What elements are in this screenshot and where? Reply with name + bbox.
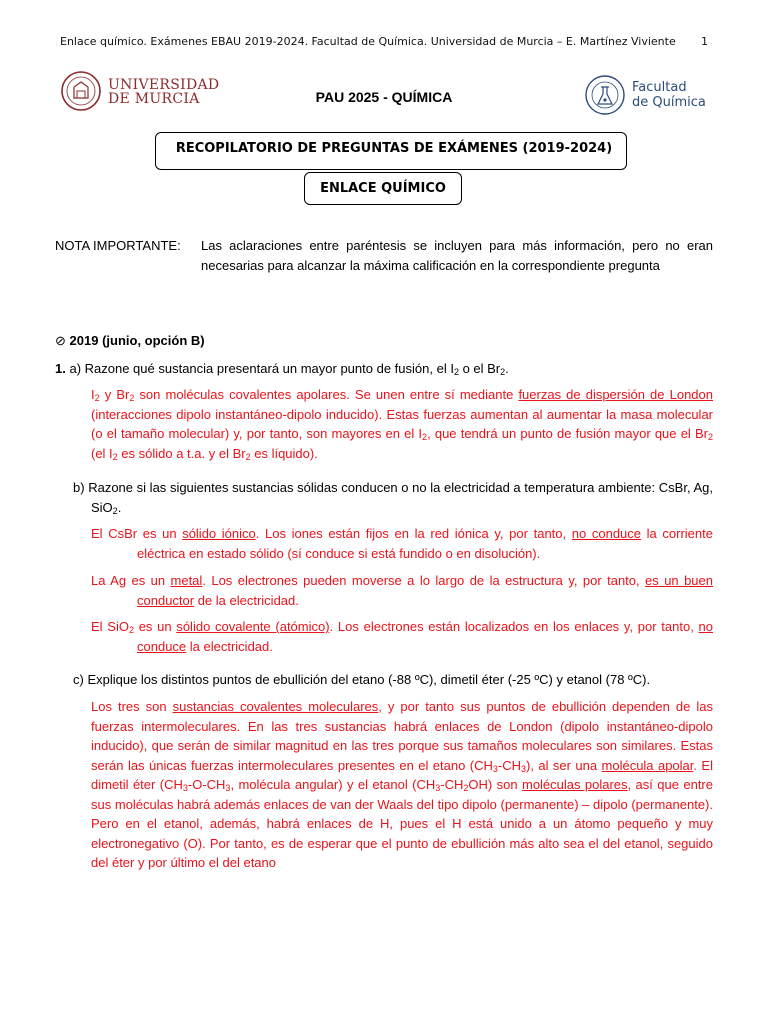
faculty-seal-icon (584, 74, 626, 116)
subscript: 2 (453, 367, 459, 377)
section-heading (55, 331, 205, 351)
underlined-term: moléculas polares (521, 777, 628, 792)
topic-title-box (304, 172, 462, 205)
note-text: Las aclaraciones entre paréntesis se incluyen para más información, pero no eran necesarias para alcanzar la máxima calificación en la correspondiente pregunta (201, 238, 713, 273)
underlined-term: no conduce (571, 526, 642, 541)
subscript: 3 (435, 783, 441, 793)
logo-right-line1: Facultad (632, 80, 687, 95)
answer-text: El CsBr es un (91, 526, 183, 541)
underlined-term: sustancias covalentes moleculares (172, 699, 379, 714)
underlined-term: sólido iónico (182, 526, 256, 541)
answer-text: OH) son (468, 777, 522, 792)
answer-text: . Los electrones pueden moverse a lo largo de la estructura y, por tanto, (202, 573, 646, 588)
answer-1b-sio2 (91, 617, 713, 656)
underlined-term: sólido covalente (atómico) (176, 619, 330, 634)
answer-text: ), al ser una (526, 757, 602, 773)
answer-text: Los tres son (91, 699, 173, 714)
answer-1c (91, 697, 713, 873)
question-number: 1. (55, 361, 66, 376)
answer-text: . El dimetil éter (CH (91, 757, 713, 792)
answer-text: , molécula angular) y el etanol (CH (230, 777, 436, 792)
logo-left-line2: DE MURCIA (108, 91, 200, 107)
subscript: 3 (492, 763, 498, 774)
subscript: 3 (182, 783, 188, 793)
subscript: 2 (422, 432, 428, 442)
underlined-term: molécula apolar (601, 757, 694, 773)
subscript: 2 (129, 393, 135, 403)
topic-title: ENLACE QUÍMICO (320, 181, 446, 196)
answer-text: . Los electrones están localizados en los enlaces y, por tanto, (329, 619, 699, 634)
answer-text: . Los iones están fijos en la red iónica y, por tanto, (255, 526, 572, 541)
note-label: NOTA IMPORTANTE: (55, 238, 181, 253)
question-1a-text: a) Razone qué sustancia presentará un mayor punto de fusión, el I (69, 361, 454, 376)
page-number: 1 (701, 35, 708, 48)
running-title: Enlace químico. Exámenes EBAU 2019-2024. Facultad de Química. Universidad de Murcia – E. Martínez Viviente (60, 35, 676, 48)
question-1b-text: b) Razone si las siguientes sustancias sólidas conducen o no la electricidad a temperatura ambiente: CsBr, Ag, SiO (73, 480, 713, 515)
answer-text: , así que entre sus moléculas habrá además enlaces de van der Waals del tipo dipolo (permanente) – dipolo (permanente). Pero en el etanol, además, habrá enlaces de H, pues el H está unido a un átomo pequeño y muy electronegativo (O). Por tanto, es de esperar que el punto de ebullición más alto sea el del etanol, seguido del éter y por último el del etano (91, 777, 713, 870)
question-1a (55, 359, 715, 379)
answer-text: de la electricidad. (194, 592, 299, 608)
subscript: 2 (500, 367, 506, 377)
answer-text: -O-CH (187, 777, 226, 792)
question-1c: c) Explique los distintos puntos de ebullición del etano (-88 ºC), dimetil éter (-25 ºC) y etanol (78 ºC). (73, 672, 651, 687)
underlined-term: fuerzas de dispersión de London (518, 387, 713, 402)
section-title: 2019 (junio, opción B) (69, 333, 205, 348)
answer-text: El SiO (91, 619, 129, 634)
answer-1b-ag (91, 571, 713, 610)
subscript: 2 (463, 783, 469, 793)
subscript: 2 (112, 505, 118, 516)
running-header (60, 35, 720, 48)
underlined-term: no conduce (137, 619, 713, 654)
slashed-circle-icon: ⊘ (55, 333, 66, 348)
answer-text: son moléculas covalentes apolares. Se unen entre sí mediante (134, 387, 519, 402)
answer-1b-csbr (91, 524, 713, 563)
question-1a-text: o el Br (458, 361, 501, 376)
question-1b-text: . (117, 499, 122, 515)
facultad-quimica-logo (584, 74, 714, 118)
answer-text: la corriente eléctrica en estado sólido (sí conduce si está fundido o en disolución). (137, 526, 713, 561)
important-note (55, 236, 713, 276)
answer-text: es un (133, 619, 177, 634)
answer-text: es líquido). (250, 445, 318, 461)
answer-text: (interacciones dipolo instantáneo-dipolo inducido). Estas fuerzas aumentan al aumentar la masa molecular (o el tamaño molecular) y, por tanto, son mayores en el I (91, 406, 713, 441)
question-1b (73, 478, 713, 517)
compilation-title: RECOPILATORIO DE PREGUNTAS DE EXÁMENES (2019-2024) (175, 141, 613, 156)
page-title: PAU 2025 - QUÍMICA (315, 89, 453, 105)
answer-text: -CH (497, 757, 521, 773)
subscript: 3 (225, 783, 231, 793)
subscript: 2 (707, 432, 713, 442)
compilation-title-box (155, 132, 627, 170)
answer-text: y Br (99, 387, 130, 402)
logo-right-line2: de Química (632, 95, 706, 110)
subscript: 2 (112, 451, 118, 462)
subscript: 2 (245, 451, 251, 462)
answer-text: (el I (91, 445, 113, 461)
subscript: 3 (520, 763, 526, 774)
question-1a-text: . (505, 361, 509, 376)
answer-text: La Ag es un (91, 573, 171, 588)
answer-text: , y por tanto sus puntos de ebullición dependen de las fuerzas intermoleculares. En las tres sustancias habrá enlaces de London (dipolo instantáneo-dipolo inducido), que serán de similar magnitud en las tres porque sus tamaños moleculares son similares. Estas serán las únicas fuerzas intermoleculares presentes en el etano (CH (91, 699, 713, 773)
subscript: 2 (128, 625, 134, 635)
logo-left-line1: UNIVERSIDAD (108, 77, 220, 93)
answer-text: -CH (440, 777, 464, 792)
answer-text: es sólido a t.a. y el Br (117, 445, 246, 461)
underlined-term: es un buen conductor (137, 573, 713, 608)
answer-text: I (91, 387, 95, 402)
answer-text: la electricidad. (186, 638, 273, 654)
answer-text: , que tendrá un punto de fusión mayor que el Br (427, 426, 708, 441)
subscript: 2 (94, 393, 100, 403)
answer-1a (91, 385, 713, 463)
underlined-term: metal (170, 573, 203, 588)
